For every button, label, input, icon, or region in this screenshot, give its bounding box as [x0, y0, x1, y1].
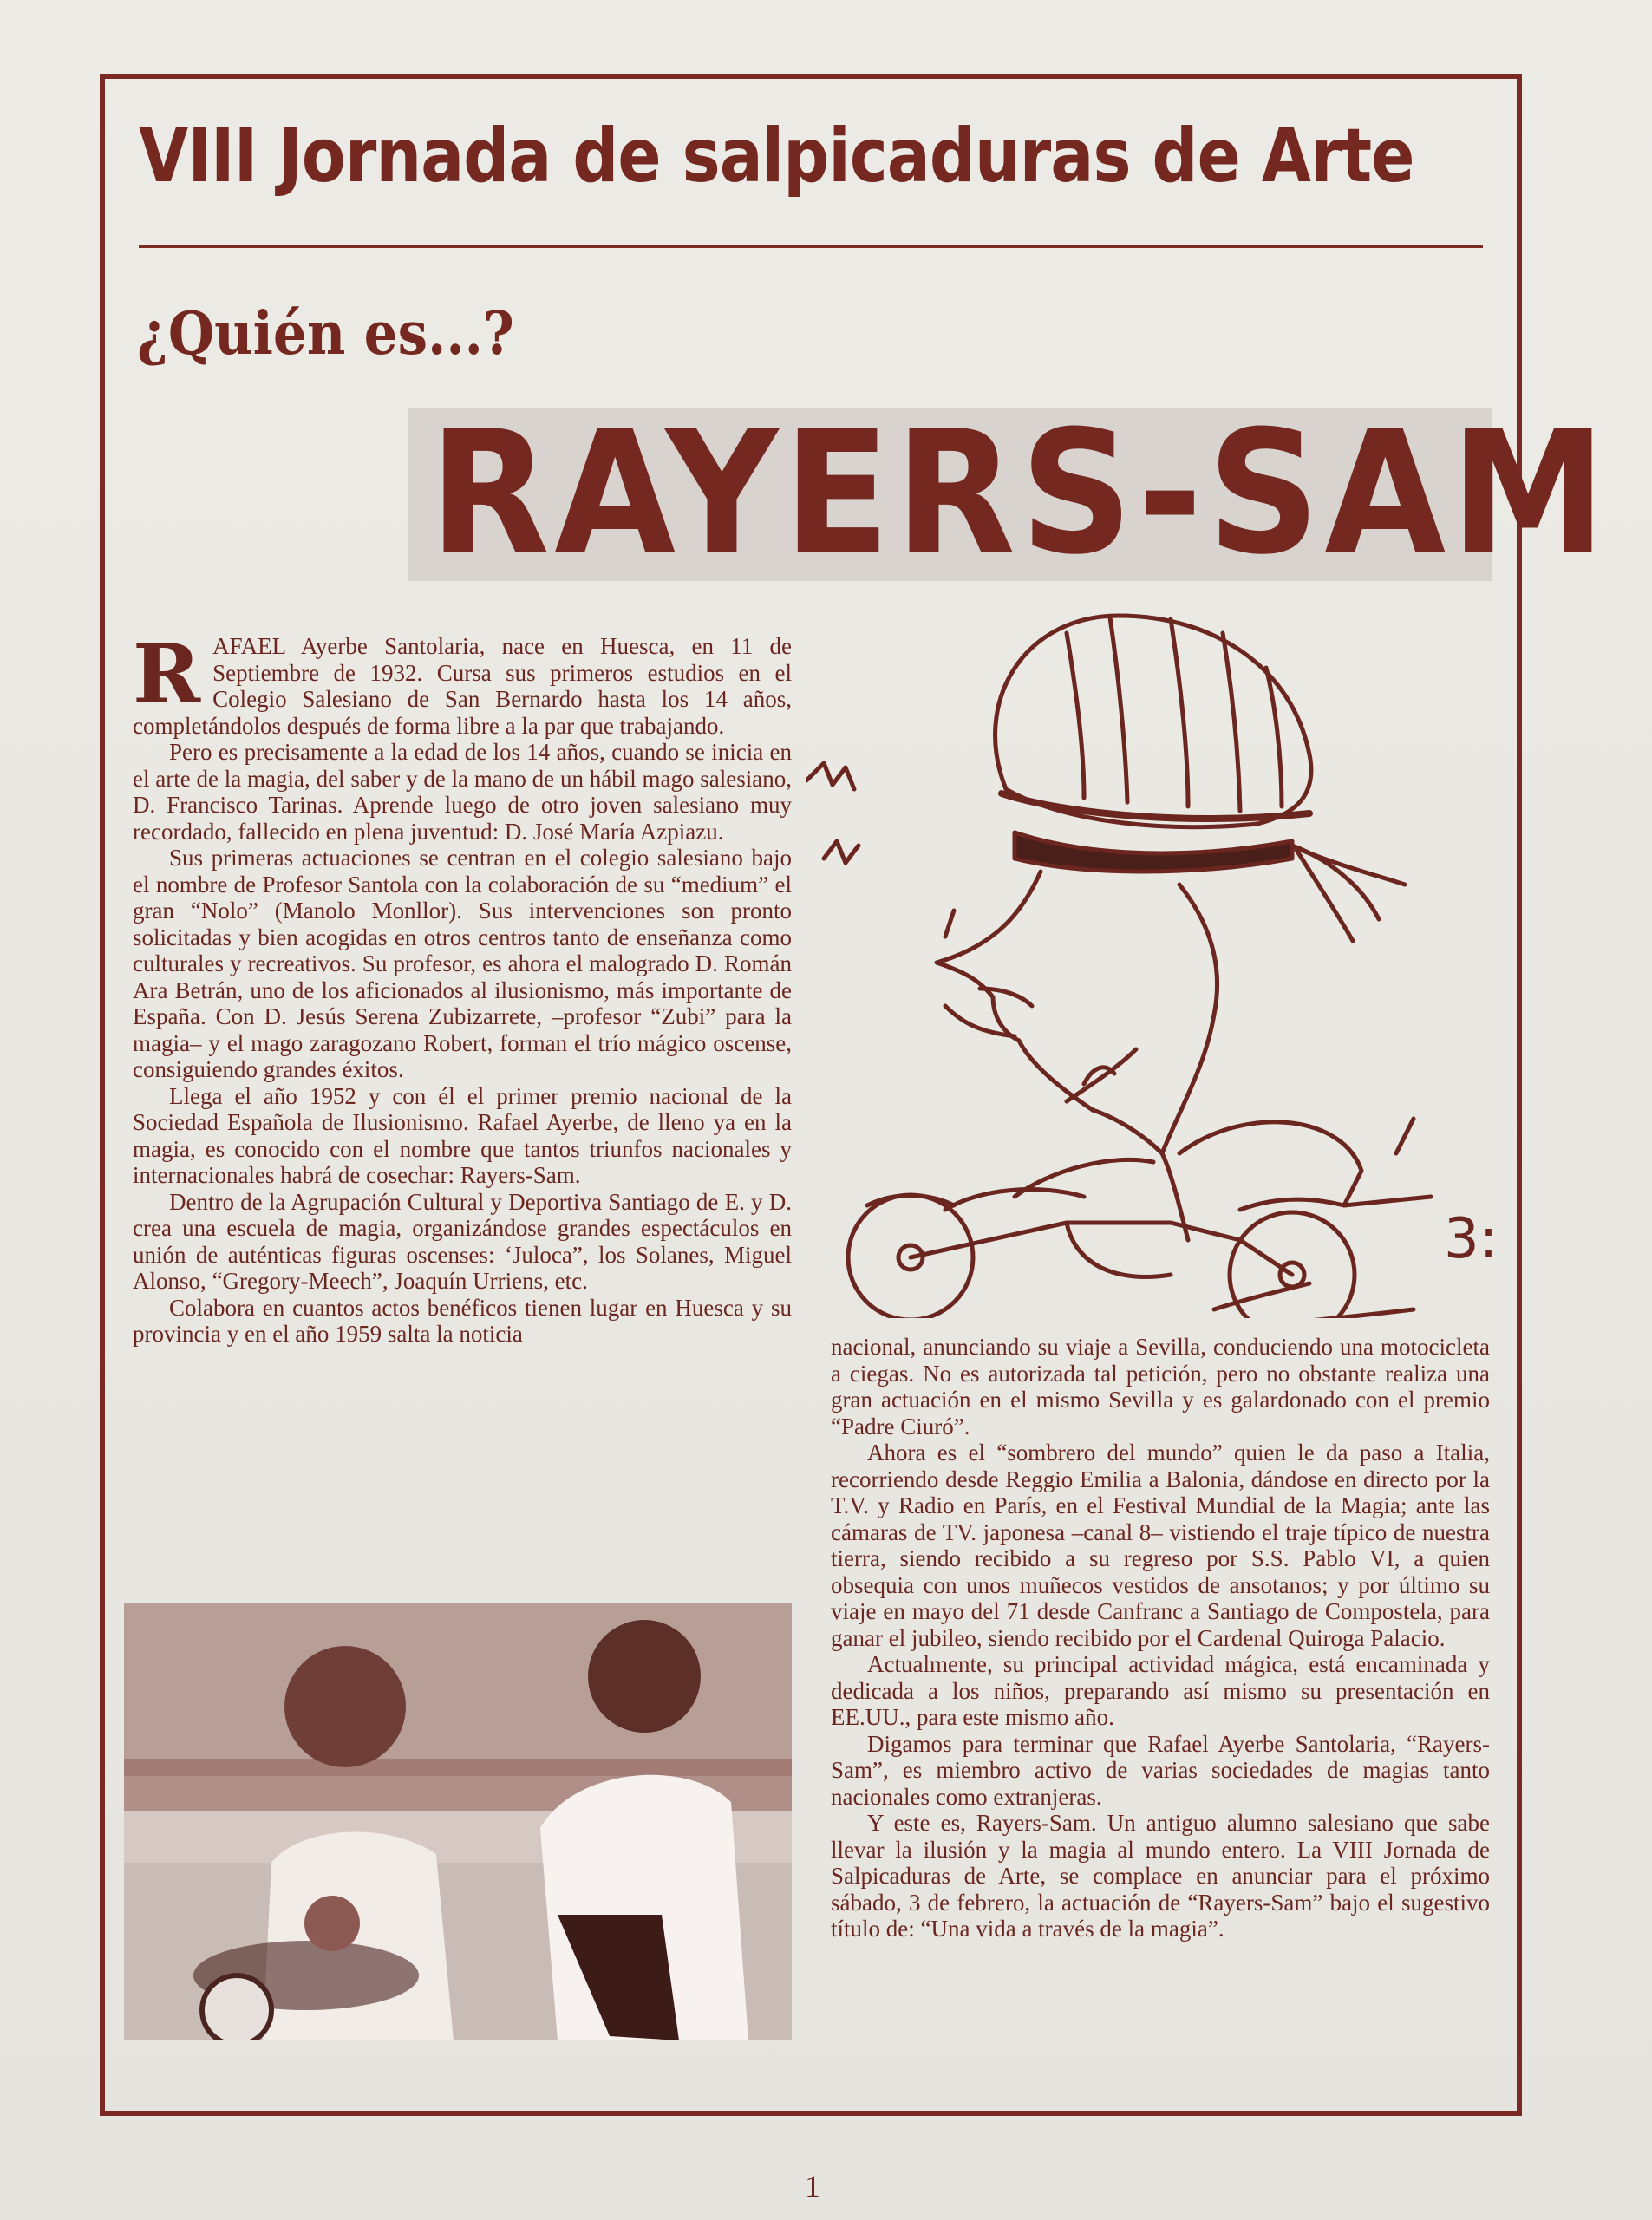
article-paragraph: Y este es, Rayers-Sam. Un antiguo alumno salesiano que sabe llevar la ilusión y la magia al mundo entero. La VIII Jornada de Salpicaduras de Arte, se complace en anunciar para el próximo sábado, 3 de febrero, la actuación de “Rayers-Sam” bajo el sugestivo título de: “Una vida a través de la magia”. [831, 1810, 1490, 1942]
article-paragraph: Actualmente, su principal actividad mágica, está encaminada y dedicada a los niños, preparando así mismo su presentación en EE.UU., para este mismo año. [831, 1651, 1490, 1730]
page-number: 1 [805, 2169, 820, 2204]
paragraph-text: AFAEL Ayerbe Santolaria, nace en Huesca, en 11 de Septiembre de 1932. Cursa sus primeros estudios en el Colegio Salesiano de San Bernardo hasta los 14 años, completándolos después de forma libre a la par que trabajando. [133, 633, 792, 739]
subheading: ¿Quién es...? [137, 299, 514, 369]
article-paragraph: Digamos para terminar que Rafael Ayerbe Santolaria, “Rayers-Sam”, es miembro activo de varias sociedades de magias tanto nacionales como extranjeras. [831, 1730, 1490, 1810]
article-paragraph: Pero es precisamente a la edad de los 14 años, cuando se inicia en el arte de la magia, del saber y de la mano de un hábil mago salesiano, D. Francisco Tarinas. Aprende luego de otro joven salesiano muy recordado, fallecido en plena juventud: D. José María Azpiazu. [133, 739, 792, 845]
cartoon-label: 3: [1444, 1207, 1499, 1271]
article-column-left [133, 627, 792, 1348]
article-paragraph [133, 627, 792, 739]
article-paragraph: Llega el año 1952 y con él el primer premio nacional de la Sociedad Española de Ilusionismo. Rafael Ayerbe, de lleno ya en la magia, es conocido con el nombre que tantos triunfos nacionales y internacionales habrá de cosechar: Rayers-Sam. [133, 1082, 792, 1188]
article-paragraph: Sus primeras actuaciones se centran en el colegio salesiano bajo el nombre de Profesor Santola con la colaboración de su “medium” el gran “Nolo” (Manolo Monllor). Sus intervenciones son pronto solicitadas y bien acogidas en otros centros tanto de enseñanza como culturales y recreativos. Su profesor, es ahora el malogrado D. Román Ara Betrán, uno de los aficionados al ilusionismo, más importante de España. Con D. Jesús Serena Zubizarrete, –profesor “Zubi” para la magia– y el mago zaragozano Robert, forman el trío mágico oscense, consiguiendo grandes éxitos. [133, 845, 792, 1082]
cartoon-illustration [806, 598, 1518, 1318]
article-column-right [831, 1334, 1490, 1942]
main-title: RAYERS-SAM [429, 395, 1611, 592]
article-paragraph: Ahora es el “sombrero del mundo” quien le da paso a Italia, recorriendo desde Reggio Emilia a Balonia, dándose en directo por la T.V. y Radio en París, en el Festival Mundial de la Magia; ante las cámaras de TV. japonesa –canal 8– vistiendo el traje típico de nuestra tierra, siendo recibido a su regreso por S.S. Pablo VI, a quien obsequia con unos muñecos vestidos de ansotanos; y por último su viaje en mayo del 71 desde Canfranc a Santiago de Compostela, para ganar el jubileo, siendo recibido por el Cardenal Quiroga Palacio. [831, 1440, 1490, 1651]
header-divider [139, 245, 1483, 248]
article-paragraph: Colabora en cuantos actos benéficos tienen lugar en Huesca y su provincia y en el año 1959 salta la noticia [133, 1294, 792, 1347]
photograph [124, 1603, 792, 2040]
drop-cap: R [133, 627, 201, 722]
header-title: VIII Jornada de salpicaduras de Arte [139, 113, 1414, 199]
event-photo [124, 1603, 792, 2040]
article-paragraph: Dentro de la Agrupación Cultural y Deportiva Santiago de E. y D. crea una escuela de magia, organizándose grandes espectáculos en unión de auténticas figuras oscenses: ‘Juloca”, los Solanes, Miguel Alonso, “Gregory-Meech”, Joaquín Urriens, etc. [133, 1188, 792, 1294]
article-paragraph: nacional, anunciando su viaje a Sevilla, conduciendo una motocicleta a ciegas. No es autorizada tal petición, pero no obstante realiza una gran actuación en el mismo Sevilla y es galardonado con el premio “Padre Ciuró”. [831, 1334, 1490, 1440]
